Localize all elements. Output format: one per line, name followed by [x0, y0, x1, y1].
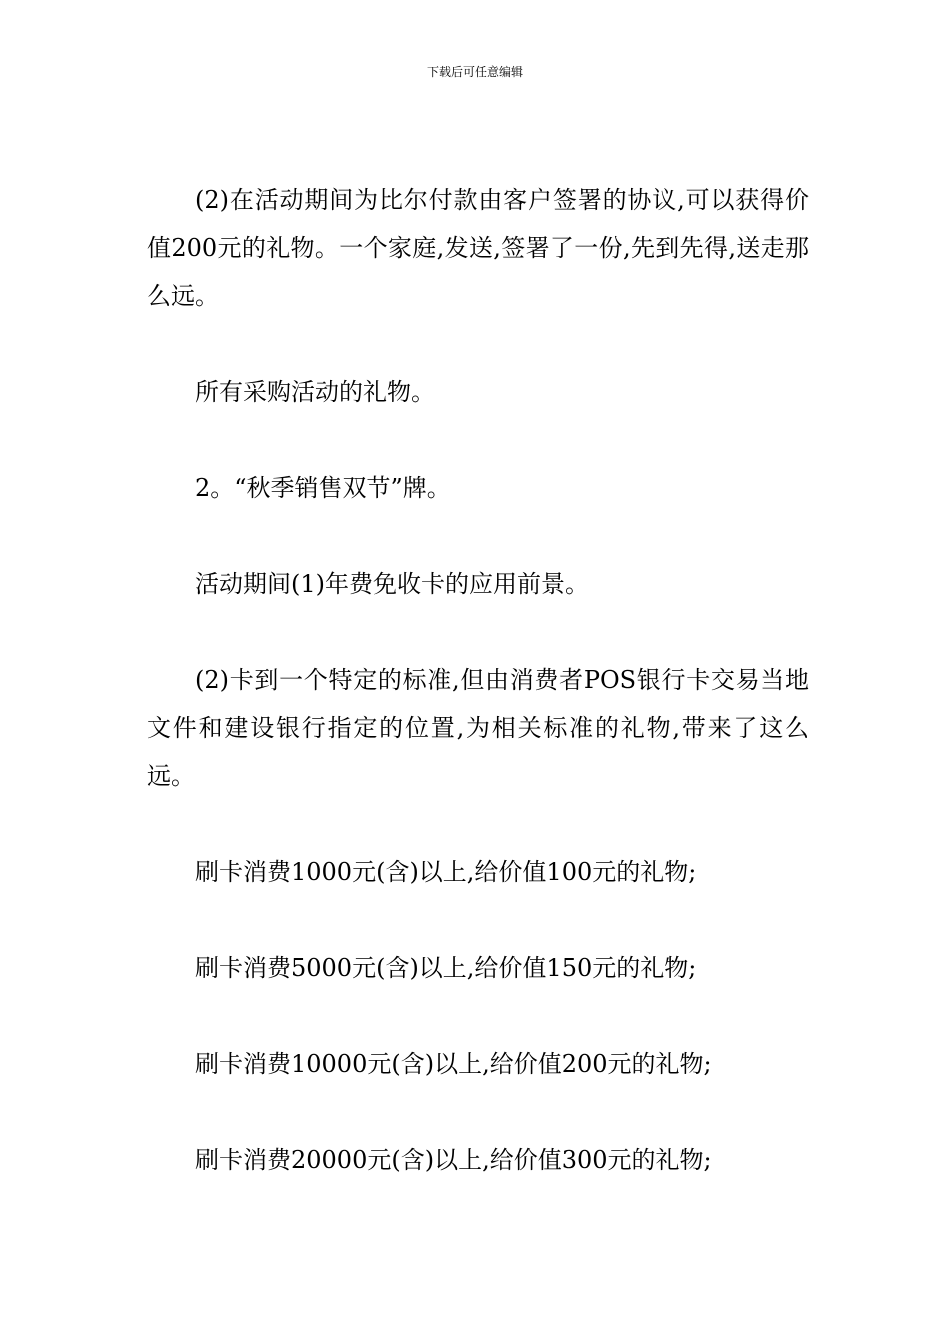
paragraph-section-2-heading: 2。“秋季销售双节”牌。 — [195, 474, 451, 502]
document-body — [147, 176, 809, 1184]
paragraph-all-gifts: 所有采购活动的礼物。 — [195, 378, 435, 406]
paragraph-tier-20000: 刷卡消费20000元(含)以上,给价值300元的礼物; — [195, 1146, 712, 1174]
paragraph-annual-fee: 活动期间(1)年费免收卡的应用前景。 — [195, 570, 589, 598]
paragraph-gift-agreement: (2)在活动期间为比尔付款由客户签署的协议,可以获得价值200元的礼物。一个家庭,发送,签署了一份,先到先得,送走那么远。 — [147, 186, 809, 310]
paragraph-pos-standard: (2)卡到一个特定的标准,但由消费者POS银行卡交易当地文件和建设银行指定的位置,为相关标准的礼物,带来了这么远。 — [147, 666, 809, 790]
paragraph-tier-1000: 刷卡消费1000元(含)以上,给价值100元的礼物; — [195, 858, 697, 886]
paragraph-tier-10000: 刷卡消费10000元(含)以上,给价值200元的礼物; — [195, 1050, 712, 1078]
page-header: 下载后可任意编辑 — [426, 65, 523, 79]
paragraph-tier-5000: 刷卡消费5000元(含)以上,给价值150元的礼物; — [195, 954, 697, 982]
